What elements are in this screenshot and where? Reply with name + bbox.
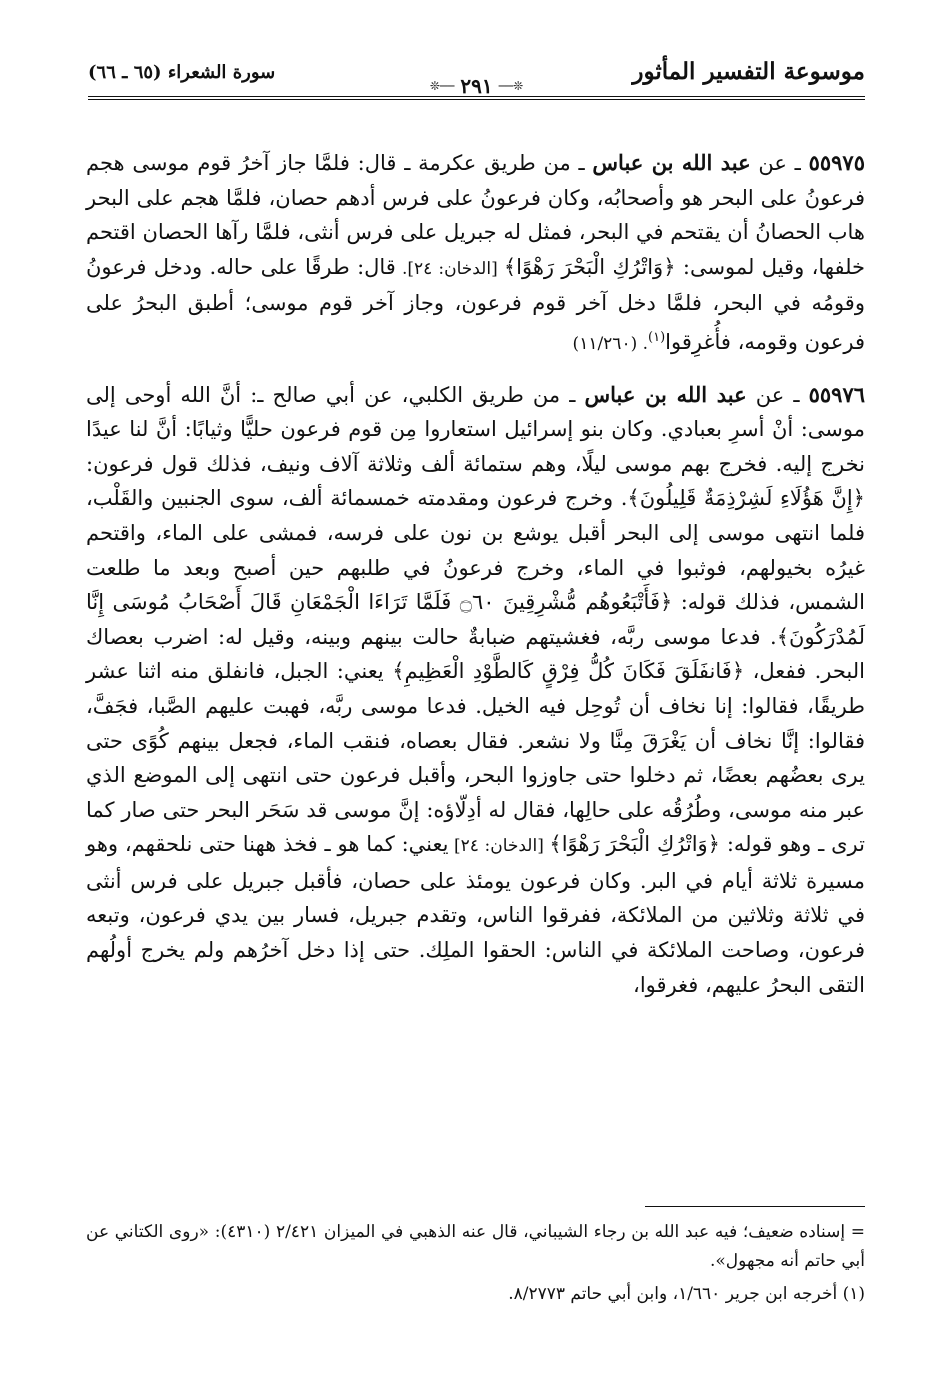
entry-55976 [86,378,865,1003]
main-text [86,146,865,1018]
sura-reference: سورة الشعراء (٦٥ ـ ٦٦) [88,62,276,83]
footnote-1: (١) أخرجه ابن جرير ١/٦٦٠، وابن أبي حاتم ٨/٢٧٧٣. [508,1284,865,1304]
entry-text: يعني: كما هو ـ فخذ ههنا حتى نلحقهم، وهو مسيرة ثلاثة أيام في البر. وكان فرعون يومئذ على حصان، فأقبل جبريل على فرس أنثى في ثلاثة وثلاثين من الملائكة، ففرقوا الناس، وتقدم جبريل، فسار بين يدي فرعون، وتبعه فرعون، وصاحت الملائكة في الناس: الحقوا الملِك. حتى إذا دخل آخرُهم ولم يخرج أولُهم التقى البحرُ عليهم، فغرقوا، [86,832,865,997]
entry-55975 [86,146,865,362]
page-number-block [430,74,523,98]
footnote-separator [645,1206,865,1207]
entry-text: . وخرج فرعون ومقدمته خمسمائة ألف، سوى الجنبين والقَلْب، فلما انتهى موسى إلى البحر أقبل يوشع بن نون على فرسه، فمشى على الماء، واقتحم غيرُه بخيولهم، فوثبوا في الماء، وخرج فرعونُ في طلبهم حين أصبح وبعد ما طلعت الشمس، فذلك قوله: [86,486,865,615]
quran-verse: ﴿فَأَتْبَعُوهُم مُّشْرِقِينَ ۝٦٠ فَلَمَّا تَرَاءَا الْجَمْعَانِ قَالَ أَصْحَابُ مُوسَى إِنَّا لَمُدْرَكُونَ﴾ [86,590,865,649]
entry-text: ـ من طريق الكلبي، عن أبي صالح ـ: أنَّ الله أوحى إلى موسى: أنْ أسرِ بعبادي. وكان بنو إسرائيل استعاروا مِن قوم فرعون حليًّا وثيابًا: أنَّ لنا عيدًا نخرج إليه. فخرج بهم موسى ليلًا، وهم ستمائة ألف وثلاثة آلاف ونيف، فذلك قول فرعون: [86,382,865,476]
entry-text: . فدعا موسى ربَّه، فغشيتهم ضبابةٌ حالت بينهم وبينه، وقيل له: اضرب بعصاك البحر. ففعل، [86,624,865,684]
entry-dash: ـ عن [746,382,809,407]
entry-text: قال: طرقًا على حاله. ودخل فرعونُ وقومُه في البحر، فلمَّا دخل آخر قوم فرعون، وجاز آخر قوم موسى؛ أطبق البحرُ على فرعون وقومه، فأُغرِقوا [86,254,865,354]
source-reference: . (١١/٢٦٠) [572,333,649,354]
entry-number: ٥٥٩٧٥ [808,150,865,175]
footnotes [86,1218,865,1313]
header-rule [88,96,865,97]
book-title: موسوعة التفسير المأثور [632,58,865,85]
entry-text: يعني: الجبل، فانفلق منه اثنا عشر طريقًا، فقالوا: إنا نخاف أن تُوحِل فيه الخيل. فدعا موسى ربَّه، فهبت عليهم الصَّبا، فجَفَّ، فقالوا: إنَّا نخاف أن يَغْرَقَ مِنَّا ولا نشعر. فقال بعصاه، فنقب الماء، فجعل بينهم كُوًى حتى يرى بعضُهم بعضًا، ثم دخلوا حتى جاوزوا البحر، وأقبل فرعون حتى انتهى إلى الموضع الذي عبر منه موسى، وطُرُقُه على حالِها، فقال له أدِلّاؤه: إنَّ موسى قد سَحَر البحر حتى صار كما ترى ـ وهو قوله: [86,659,865,857]
quran-verse: ﴿وَاتْرُكِ الْبَحْرَ رَهْوًا﴾ [503,254,676,279]
ornament-left-icon: ❊── [429,79,455,93]
entry-narrator: عبد الله بن عباس [584,381,747,407]
entry-dash: ـ عن [750,151,809,175]
footnote-continuation: = إسناده ضعيف؛ فيه عبد الله بن رجاء الشيباني، قال عنه الذهبي في الميزان ٢/٤٢١ (٤٣١٠): «روى الكتاني عن أبي حاتم أنه مجهول». [86,1222,865,1271]
page-number: ٢٩١ [460,74,493,98]
verse-reference: [الدخان: ٢٤]. [395,258,504,279]
verse-reference: [الدخان: ٢٤] [448,836,550,857]
quran-verse: ﴿إِنَّ هَؤُلَاءِ لَشِرْذِمَةٌ قَلِيلُونَ﴾ [627,486,865,511]
quran-verse: ﴿فَانفَلَقَ فَكَانَ كُلُّ فِرْقٍ كَالطَّوْدِ الْعَظِيمِ﴾ [392,659,745,684]
footnote-marker[interactable]: (١) [648,329,666,345]
ornament-right-icon: ──❊ [498,79,524,93]
running-header [88,58,865,98]
entry-text: ـ من طريق عكرمة ـ قال: فلمَّا جاز آخرُ قوم موسى هجم فرعونُ على البحر هو وأصحابُه، وكان فرعونُ على فرس أدهم حصان، فلمَّا هجم على البحر هاب الحصانُ أن يقتحم في البحر، فمثل له جبريل على فرس أنثى، فلمَّا رآها الحصان اقتحم خلفها، وقيل لموسى: [86,151,865,279]
entry-number: ٥٥٩٧٦ [808,381,866,407]
entry-narrator: عبد الله بن عباس [592,150,751,175]
header-rule-thin [88,99,865,100]
quran-verse: ﴿وَاتْرُكِ الْبَحْرَ رَهْوًا﴾ [549,832,720,857]
